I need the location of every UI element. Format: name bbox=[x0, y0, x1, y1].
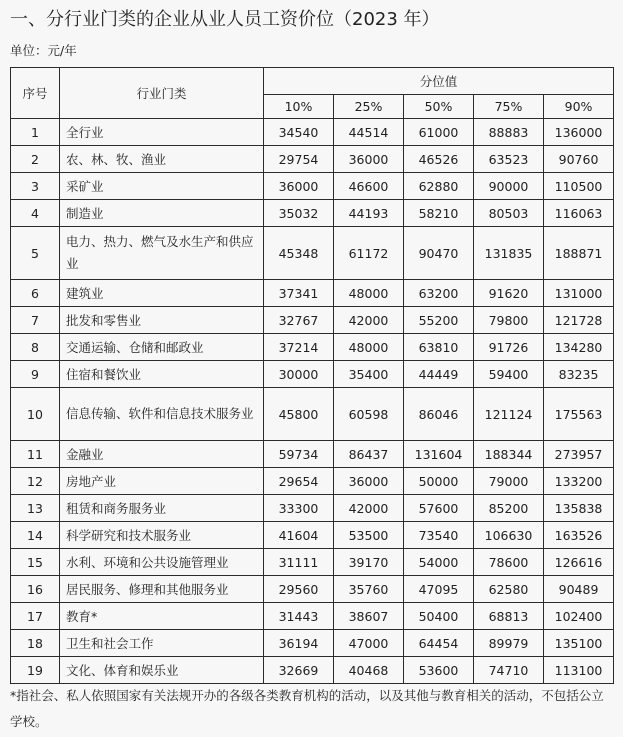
row-number: 6 bbox=[11, 280, 60, 307]
wage-value-p75: 121124 bbox=[474, 388, 544, 441]
row-number: 5 bbox=[11, 227, 60, 280]
wage-value-p75: 91726 bbox=[474, 334, 544, 361]
wage-value-p50: 63200 bbox=[404, 280, 474, 307]
row-number: 15 bbox=[11, 549, 60, 576]
wage-value-p25: 42000 bbox=[334, 307, 404, 334]
wage-value-p50: 54000 bbox=[404, 549, 474, 576]
table-row bbox=[11, 603, 614, 630]
wage-value-p50: 86046 bbox=[404, 388, 474, 441]
header-p10: 10% bbox=[264, 95, 334, 119]
table-row bbox=[11, 361, 614, 388]
wage-value-p50: 50400 bbox=[404, 603, 474, 630]
row-number: 12 bbox=[11, 468, 60, 495]
table-row bbox=[11, 495, 614, 522]
wage-value-p50: 58210 bbox=[404, 200, 474, 227]
wage-value-p75: 74710 bbox=[474, 657, 544, 684]
wage-value-p90: 121728 bbox=[544, 307, 614, 334]
wage-value-p10: 32669 bbox=[264, 657, 334, 684]
wage-value-p75: 188344 bbox=[474, 441, 544, 468]
wage-value-p90: 90760 bbox=[544, 146, 614, 173]
row-number: 16 bbox=[11, 576, 60, 603]
row-number: 19 bbox=[11, 657, 60, 684]
industry-name: 电力、热力、燃气及水生产和供应业 bbox=[60, 227, 264, 280]
wage-value-p10: 45800 bbox=[264, 388, 334, 441]
wage-value-p25: 60598 bbox=[334, 388, 404, 441]
wage-value-p90: 163526 bbox=[544, 522, 614, 549]
header-p25: 25% bbox=[334, 95, 404, 119]
wage-value-p10: 35032 bbox=[264, 200, 334, 227]
wage-value-p25: 36000 bbox=[334, 146, 404, 173]
wage-value-p90: 90489 bbox=[544, 576, 614, 603]
table-body bbox=[11, 119, 614, 684]
table-row bbox=[11, 388, 614, 441]
industry-name: 租赁和商务服务业 bbox=[60, 495, 264, 522]
wage-value-p90: 135100 bbox=[544, 630, 614, 657]
industry-name: 金融业 bbox=[60, 441, 264, 468]
row-number: 7 bbox=[11, 307, 60, 334]
row-number: 10 bbox=[11, 388, 60, 441]
table-row bbox=[11, 307, 614, 334]
row-number: 11 bbox=[11, 441, 60, 468]
table-row bbox=[11, 549, 614, 576]
wage-value-p25: 44193 bbox=[334, 200, 404, 227]
wage-value-p50: 62880 bbox=[404, 173, 474, 200]
row-number: 1 bbox=[11, 119, 60, 146]
table-row bbox=[11, 146, 614, 173]
header-p50: 50% bbox=[404, 95, 474, 119]
wage-value-p90: 83235 bbox=[544, 361, 614, 388]
industry-name: 住宿和餐饮业 bbox=[60, 361, 264, 388]
wage-value-p25: 35400 bbox=[334, 361, 404, 388]
wage-value-p50: 46526 bbox=[404, 146, 474, 173]
page-title: 一、分行业门类的企业从业人员工资价位（2023 年） bbox=[10, 9, 440, 30]
row-number: 14 bbox=[11, 522, 60, 549]
wage-value-p10: 33300 bbox=[264, 495, 334, 522]
industry-name: 卫生和社会工作 bbox=[60, 630, 264, 657]
wage-value-p25: 36000 bbox=[334, 468, 404, 495]
wage-value-p75: 131835 bbox=[474, 227, 544, 280]
table-header bbox=[11, 68, 614, 119]
row-number: 13 bbox=[11, 495, 60, 522]
wage-value-p10: 37341 bbox=[264, 280, 334, 307]
wage-value-p50: 53600 bbox=[404, 657, 474, 684]
table-row bbox=[11, 227, 614, 280]
wage-value-p90: 110500 bbox=[544, 173, 614, 200]
row-number: 2 bbox=[11, 146, 60, 173]
table-row bbox=[11, 522, 614, 549]
wage-value-p90: 134280 bbox=[544, 334, 614, 361]
wage-value-p75: 62580 bbox=[474, 576, 544, 603]
wage-value-p75: 80503 bbox=[474, 200, 544, 227]
table-row bbox=[11, 468, 614, 495]
row-number: 17 bbox=[11, 603, 60, 630]
row-number: 8 bbox=[11, 334, 60, 361]
industry-name: 建筑业 bbox=[60, 280, 264, 307]
wage-value-p25: 42000 bbox=[334, 495, 404, 522]
wage-value-p10: 29654 bbox=[264, 468, 334, 495]
header-p75: 75% bbox=[474, 95, 544, 119]
wage-value-p50: 73540 bbox=[404, 522, 474, 549]
industry-name: 农、林、牧、渔业 bbox=[60, 146, 264, 173]
table-row bbox=[11, 576, 614, 603]
industry-name: 交通运输、仓储和邮政业 bbox=[60, 334, 264, 361]
wage-value-p10: 32767 bbox=[264, 307, 334, 334]
wage-value-p75: 90000 bbox=[474, 173, 544, 200]
wage-value-p90: 126616 bbox=[544, 549, 614, 576]
wage-value-p75: 63523 bbox=[474, 146, 544, 173]
wage-value-p90: 175563 bbox=[544, 388, 614, 441]
table-row bbox=[11, 657, 614, 684]
wage-value-p25: 86437 bbox=[334, 441, 404, 468]
wage-value-p50: 64454 bbox=[404, 630, 474, 657]
wage-value-p25: 61172 bbox=[334, 227, 404, 280]
row-number: 3 bbox=[11, 173, 60, 200]
table-row bbox=[11, 200, 614, 227]
wage-value-p50: 47095 bbox=[404, 576, 474, 603]
wage-value-p90: 102400 bbox=[544, 603, 614, 630]
industry-name: 教育* bbox=[60, 603, 264, 630]
wage-value-p75: 89979 bbox=[474, 630, 544, 657]
header-p90: 90% bbox=[544, 95, 614, 119]
wage-value-p75: 59400 bbox=[474, 361, 544, 388]
wage-value-p25: 48000 bbox=[334, 280, 404, 307]
wage-value-p25: 44514 bbox=[334, 119, 404, 146]
wage-value-p50: 63810 bbox=[404, 334, 474, 361]
wage-value-p75: 68813 bbox=[474, 603, 544, 630]
wage-value-p10: 36000 bbox=[264, 173, 334, 200]
wage-value-p90: 135838 bbox=[544, 495, 614, 522]
wage-table bbox=[10, 67, 614, 684]
wage-value-p10: 31443 bbox=[264, 603, 334, 630]
table-row bbox=[11, 334, 614, 361]
wage-value-p10: 30000 bbox=[264, 361, 334, 388]
wage-value-p25: 38607 bbox=[334, 603, 404, 630]
wage-value-p25: 39170 bbox=[334, 549, 404, 576]
industry-name: 居民服务、修理和其他服务业 bbox=[60, 576, 264, 603]
table-row bbox=[11, 630, 614, 657]
wage-value-p10: 31111 bbox=[264, 549, 334, 576]
wage-value-p50: 50000 bbox=[404, 468, 474, 495]
wage-value-p50: 44449 bbox=[404, 361, 474, 388]
wage-value-p50: 61000 bbox=[404, 119, 474, 146]
footnote: *指社会、私人依照国家有关法规开办的各级各类教育机构的活动，以及其他与教育相关的活动，不包括公立学校。 bbox=[10, 688, 604, 729]
wage-value-p10: 29560 bbox=[264, 576, 334, 603]
industry-name: 全行业 bbox=[60, 119, 264, 146]
wage-value-p75: 91620 bbox=[474, 280, 544, 307]
wage-value-p90: 131000 bbox=[544, 280, 614, 307]
wage-value-p90: 116063 bbox=[544, 200, 614, 227]
industry-name: 批发和零售业 bbox=[60, 307, 264, 334]
wage-value-p75: 88883 bbox=[474, 119, 544, 146]
wage-value-p50: 90470 bbox=[404, 227, 474, 280]
header-no: 序号 bbox=[11, 68, 60, 119]
industry-name: 水利、环境和公共设施管理业 bbox=[60, 549, 264, 576]
wage-value-p90: 188871 bbox=[544, 227, 614, 280]
wage-value-p75: 78600 bbox=[474, 549, 544, 576]
wage-value-p75: 79000 bbox=[474, 468, 544, 495]
wage-value-p50: 131604 bbox=[404, 441, 474, 468]
wage-value-p10: 36194 bbox=[264, 630, 334, 657]
table-row bbox=[11, 280, 614, 307]
wage-value-p10: 34540 bbox=[264, 119, 334, 146]
wage-value-p90: 136000 bbox=[544, 119, 614, 146]
header-percentile-group: 分位值 bbox=[264, 68, 614, 95]
wage-value-p25: 53500 bbox=[334, 522, 404, 549]
wage-value-p90: 273957 bbox=[544, 441, 614, 468]
wage-value-p90: 133200 bbox=[544, 468, 614, 495]
industry-name: 房地产业 bbox=[60, 468, 264, 495]
table-row bbox=[11, 173, 614, 200]
wage-value-p10: 41604 bbox=[264, 522, 334, 549]
wage-value-p25: 35760 bbox=[334, 576, 404, 603]
wage-value-p75: 106630 bbox=[474, 522, 544, 549]
table-row bbox=[11, 441, 614, 468]
industry-name: 文化、体育和娱乐业 bbox=[60, 657, 264, 684]
wage-value-p10: 59734 bbox=[264, 441, 334, 468]
table-row bbox=[11, 119, 614, 146]
industry-name: 制造业 bbox=[60, 200, 264, 227]
row-number: 9 bbox=[11, 361, 60, 388]
wage-value-p75: 79800 bbox=[474, 307, 544, 334]
wage-value-p50: 55200 bbox=[404, 307, 474, 334]
wage-value-p50: 57600 bbox=[404, 495, 474, 522]
industry-name: 采矿业 bbox=[60, 173, 264, 200]
row-number: 4 bbox=[11, 200, 60, 227]
row-number: 18 bbox=[11, 630, 60, 657]
wage-value-p10: 45348 bbox=[264, 227, 334, 280]
industry-name: 科学研究和技术服务业 bbox=[60, 522, 264, 549]
wage-value-p10: 37214 bbox=[264, 334, 334, 361]
wage-value-p25: 47000 bbox=[334, 630, 404, 657]
wage-value-p75: 85200 bbox=[474, 495, 544, 522]
industry-name: 信息传输、软件和信息技术服务业 bbox=[60, 388, 264, 441]
wage-value-p25: 40468 bbox=[334, 657, 404, 684]
wage-value-p10: 29754 bbox=[264, 146, 334, 173]
wage-value-p25: 46600 bbox=[334, 173, 404, 200]
unit-label: 单位：元/年 bbox=[10, 43, 77, 58]
wage-value-p90: 113100 bbox=[544, 657, 614, 684]
header-industry: 行业门类 bbox=[60, 68, 264, 119]
wage-value-p25: 48000 bbox=[334, 334, 404, 361]
